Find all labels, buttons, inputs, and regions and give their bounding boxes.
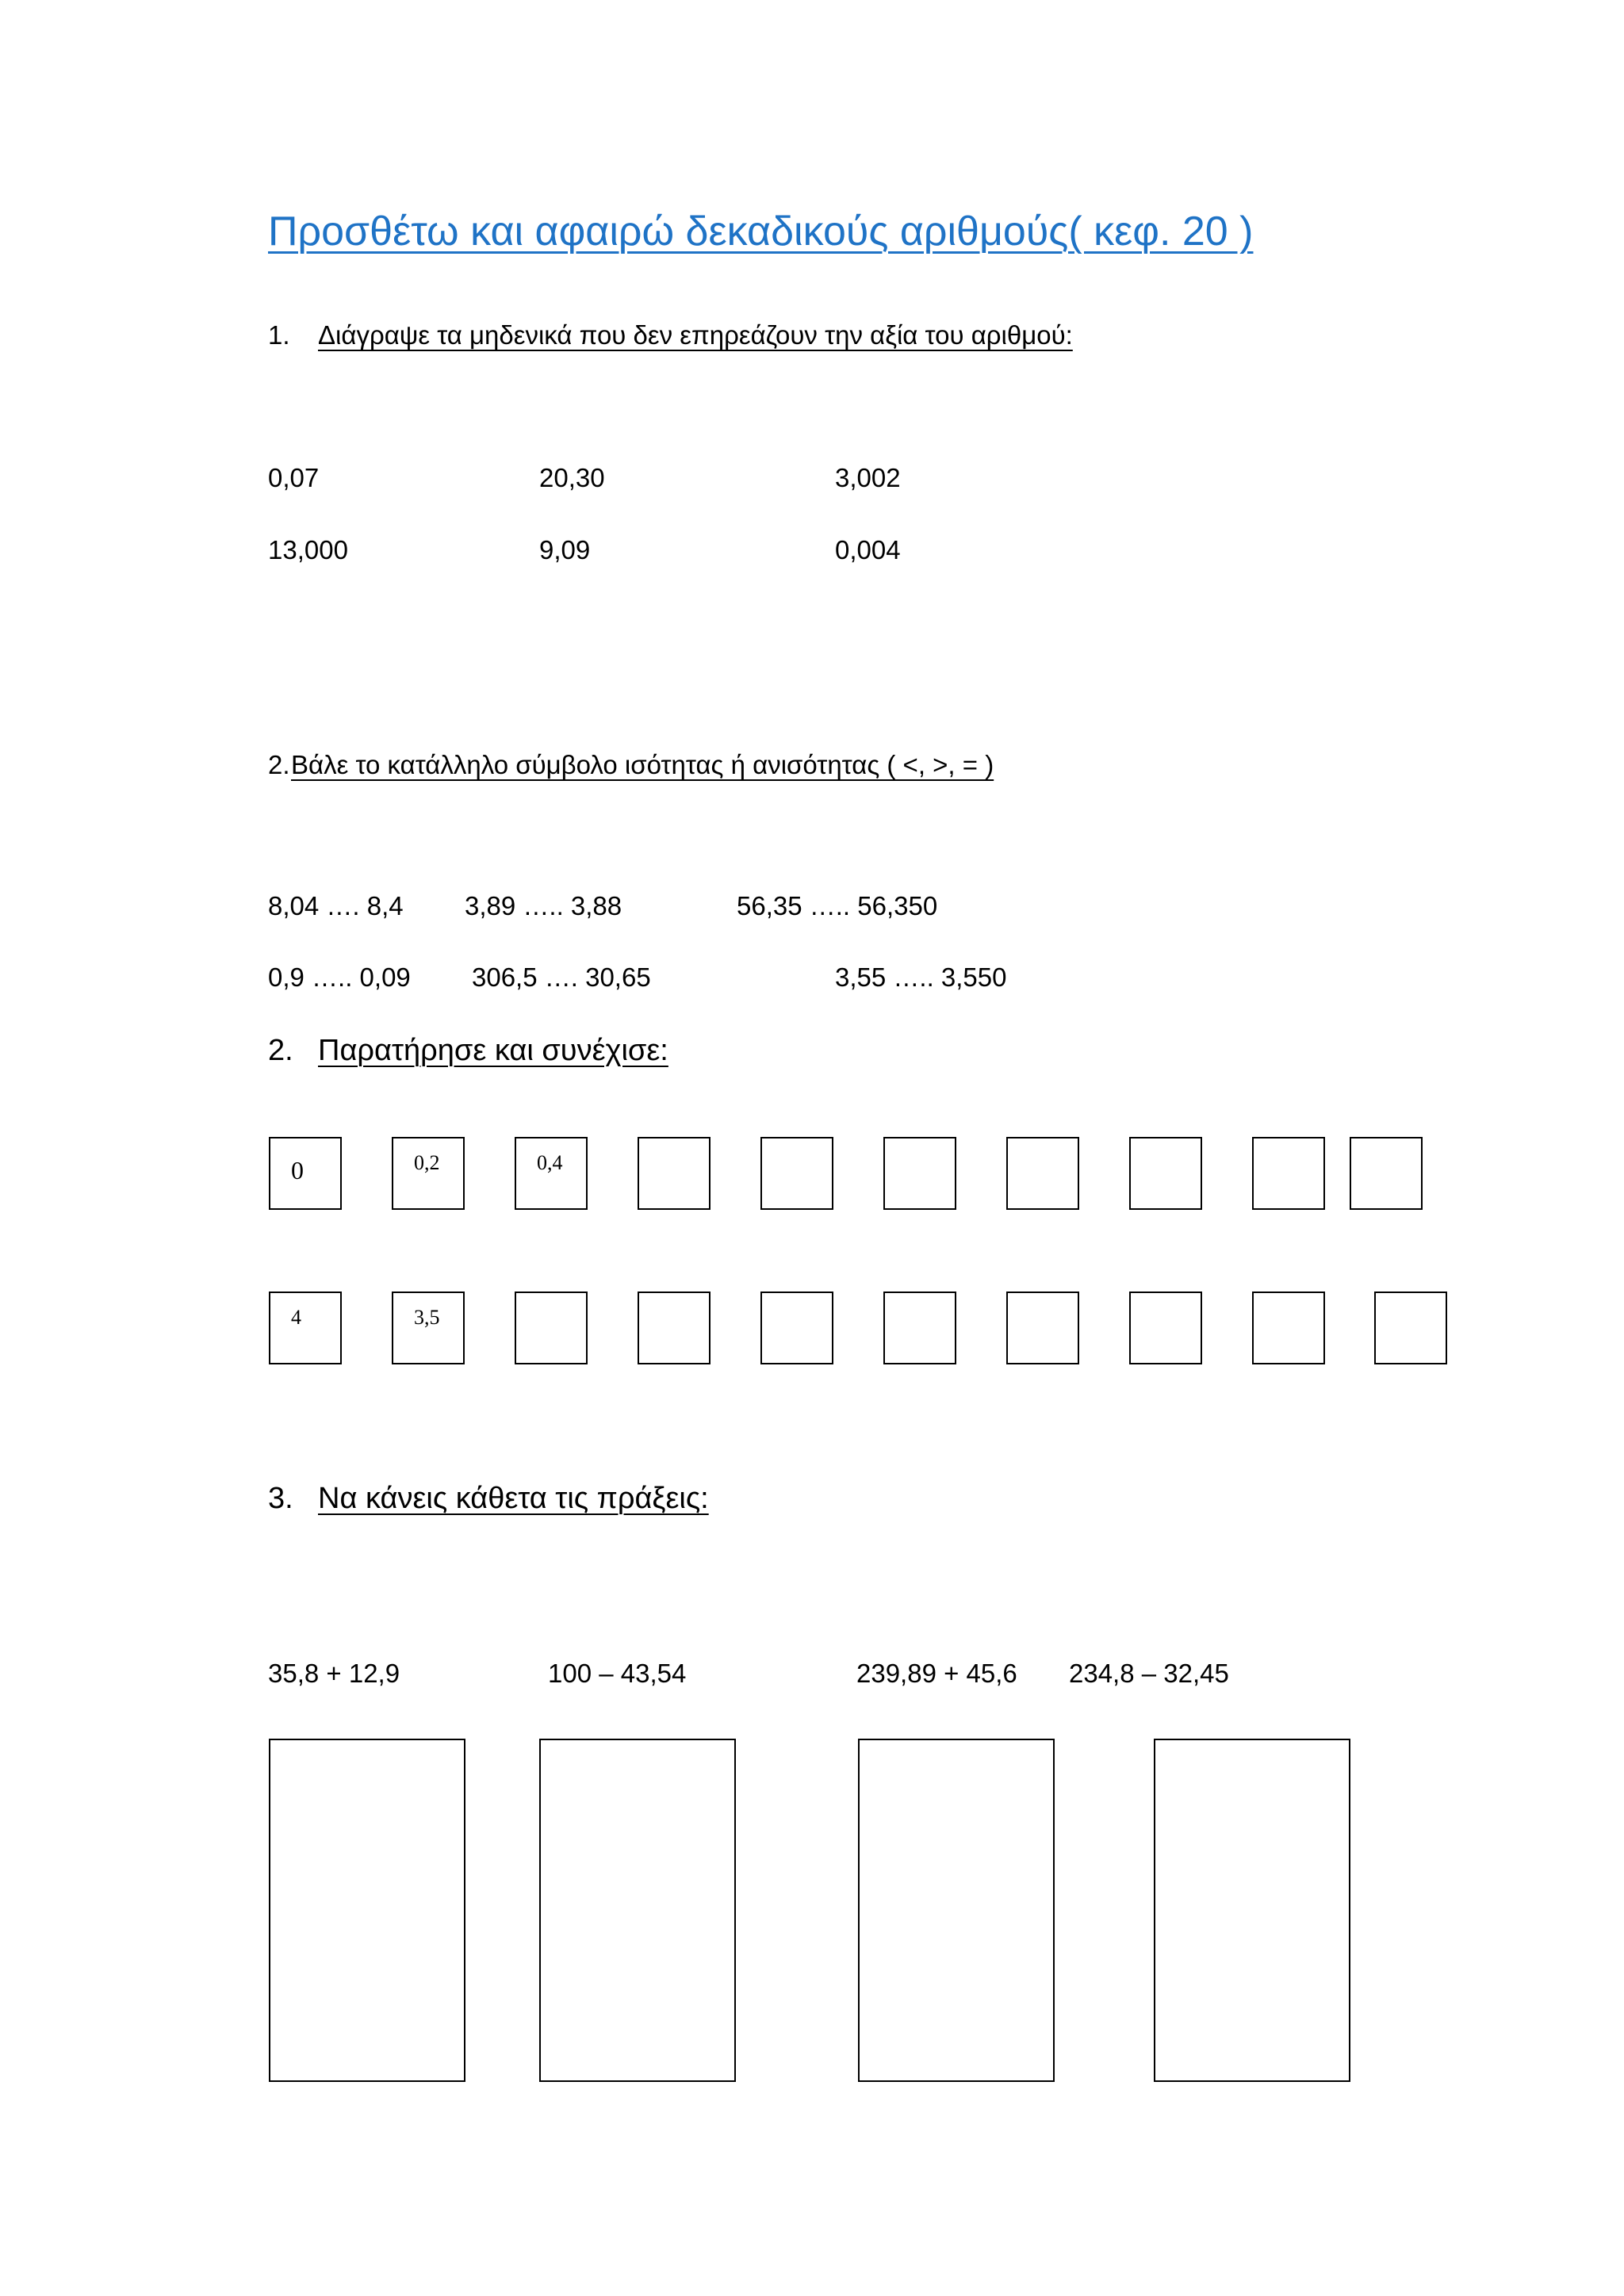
sequence-square[interactable] [269,1292,342,1364]
zero-number: 13,000 [268,535,348,564]
zero-number: 0,07 [268,463,320,492]
sequence-square[interactable] [760,1292,833,1364]
operation-label: 35,8 + 12,9 [268,1659,400,1688]
sequence-value: 0,4 [537,1151,563,1174]
sequence-square[interactable] [638,1292,710,1364]
page-title: Προσθέτω και αφαιρώ δεκαδικούς αριθμούς( κεφ. 20 ) [268,209,1254,254]
exercise-1-number: 1. [268,320,290,350]
sequence-square[interactable] [638,1137,710,1210]
operation-label: 234,8 – 32,45 [1069,1659,1229,1688]
exercise-2-instruction: Βάλε το κατάλληλο σύμβολο ισότητας ή ανισότητας ( <, >, = ) [291,750,994,779]
sequence-square[interactable] [883,1137,956,1210]
sequence-square[interactable] [392,1292,465,1364]
zero-number: 0,004 [835,535,901,564]
answer-box[interactable] [1154,1739,1350,2082]
comparison-item: 56,35 ….. 56,350 [737,891,938,920]
comparison-item: 3,89 ….. 3,88 [465,891,622,920]
exercise-1-instruction: Διάγραψε τα μηδενικά που δεν επηρεάζουν την αξία του αριθμού: [318,320,1073,350]
zero-number: 20,30 [539,463,605,492]
operation-label: 100 – 43,54 [548,1659,687,1688]
zero-number: 9,09 [539,535,591,564]
sequence-square[interactable] [883,1292,956,1364]
comparison-item: 0,9 ….. 0,09 [268,962,411,992]
zero-number: 3,002 [835,463,901,492]
operation-label: 239,89 + 45,6 [856,1659,1017,1688]
sequence-square[interactable] [1006,1137,1079,1210]
exercise-3-heading: Παρατήρησε και συνέχισε: [318,1034,668,1067]
exercise-4-number: 3. [268,1482,293,1515]
answer-box[interactable] [539,1739,736,2082]
answer-box[interactable] [858,1739,1055,2082]
sequence-square[interactable] [1252,1292,1325,1364]
sequence-square[interactable] [269,1137,342,1210]
sequence-square[interactable] [1129,1292,1202,1364]
sequence-value: 0,2 [414,1151,440,1174]
sequence-square[interactable] [1006,1292,1079,1364]
sequence-square[interactable] [1129,1137,1202,1210]
sequence-square[interactable] [1252,1137,1325,1210]
answer-box[interactable] [269,1739,465,2082]
sequence-square[interactable] [1350,1137,1423,1210]
sequence-value: 0 [291,1156,304,1184]
exercise-3-number: 2. [268,1034,293,1067]
comparison-item: 8,04 …. 8,4 [268,891,404,920]
sequence-value: 4 [291,1306,301,1329]
sequence-square[interactable] [1374,1292,1447,1364]
sequence-square[interactable] [515,1137,588,1210]
sequence-square[interactable] [392,1137,465,1210]
sequence-value: 3,5 [414,1306,440,1329]
comparison-item: 3,55 ….. 3,550 [835,962,1007,992]
exercise-4-heading: Να κάνεις κάθετα τις πράξεις: [318,1482,709,1515]
exercise-2-prefix: 2. [268,750,290,779]
sequence-square[interactable] [515,1292,588,1364]
sequence-square[interactable] [760,1137,833,1210]
comparison-item: 306,5 …. 30,65 [472,962,651,992]
